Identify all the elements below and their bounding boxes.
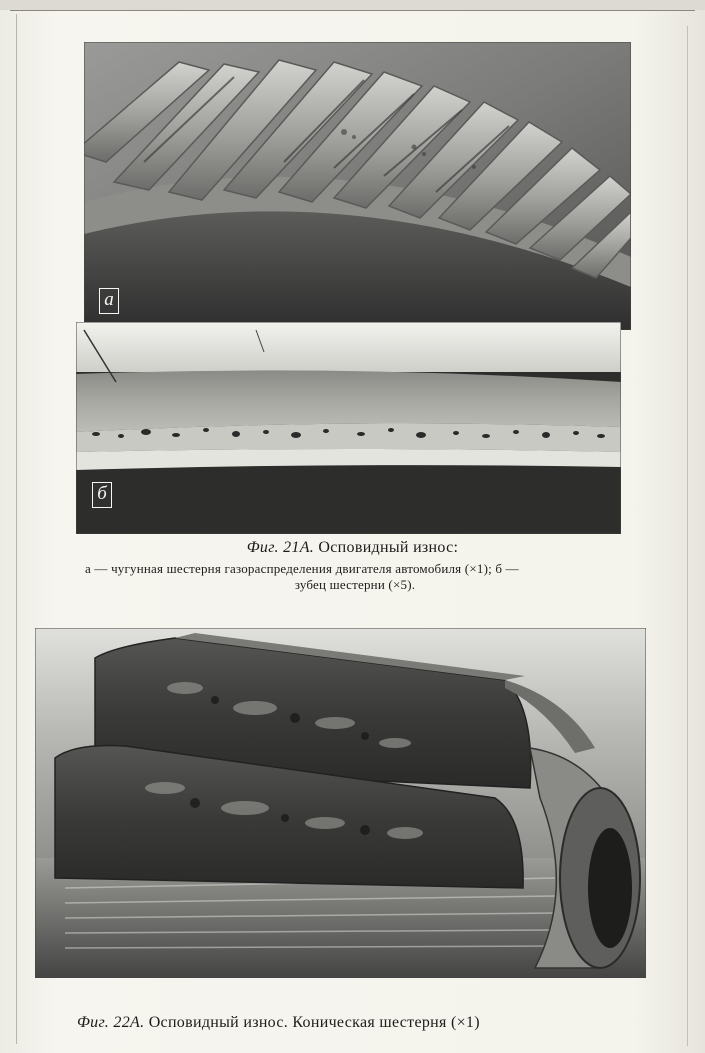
figure-21a-number: Фиг. 21А. [246,539,315,556]
figure-21a-description-line1: а — чугунная шестерня газораспределения двигателя автомобиля (×1); б — [85,561,519,576]
panel-label-a: a [99,288,119,314]
photo-bevel-gear [35,628,646,978]
page-top-rule [10,10,695,11]
photo-gear-tooth [76,322,621,534]
panel-label-b: б [92,482,112,508]
photo-timing-gear [84,42,631,330]
figure-21a-description-line2: зубец шестерни (×5). [294,577,416,592]
page-right-edge [687,26,688,1046]
figure-21a-title-text: Осповидный износ: [318,539,459,556]
figure-21a-title [0,539,705,557]
page-top-edge [0,0,705,10]
figure-22a-caption [77,1014,637,1032]
figure-22a-title-text: Осповидный износ. Коническая шестерня (×1) [148,1014,480,1031]
figure-21a-description [85,561,625,593]
page-left-edge [16,14,17,1044]
figure-22a-number: Фиг. 22А. [77,1014,145,1031]
